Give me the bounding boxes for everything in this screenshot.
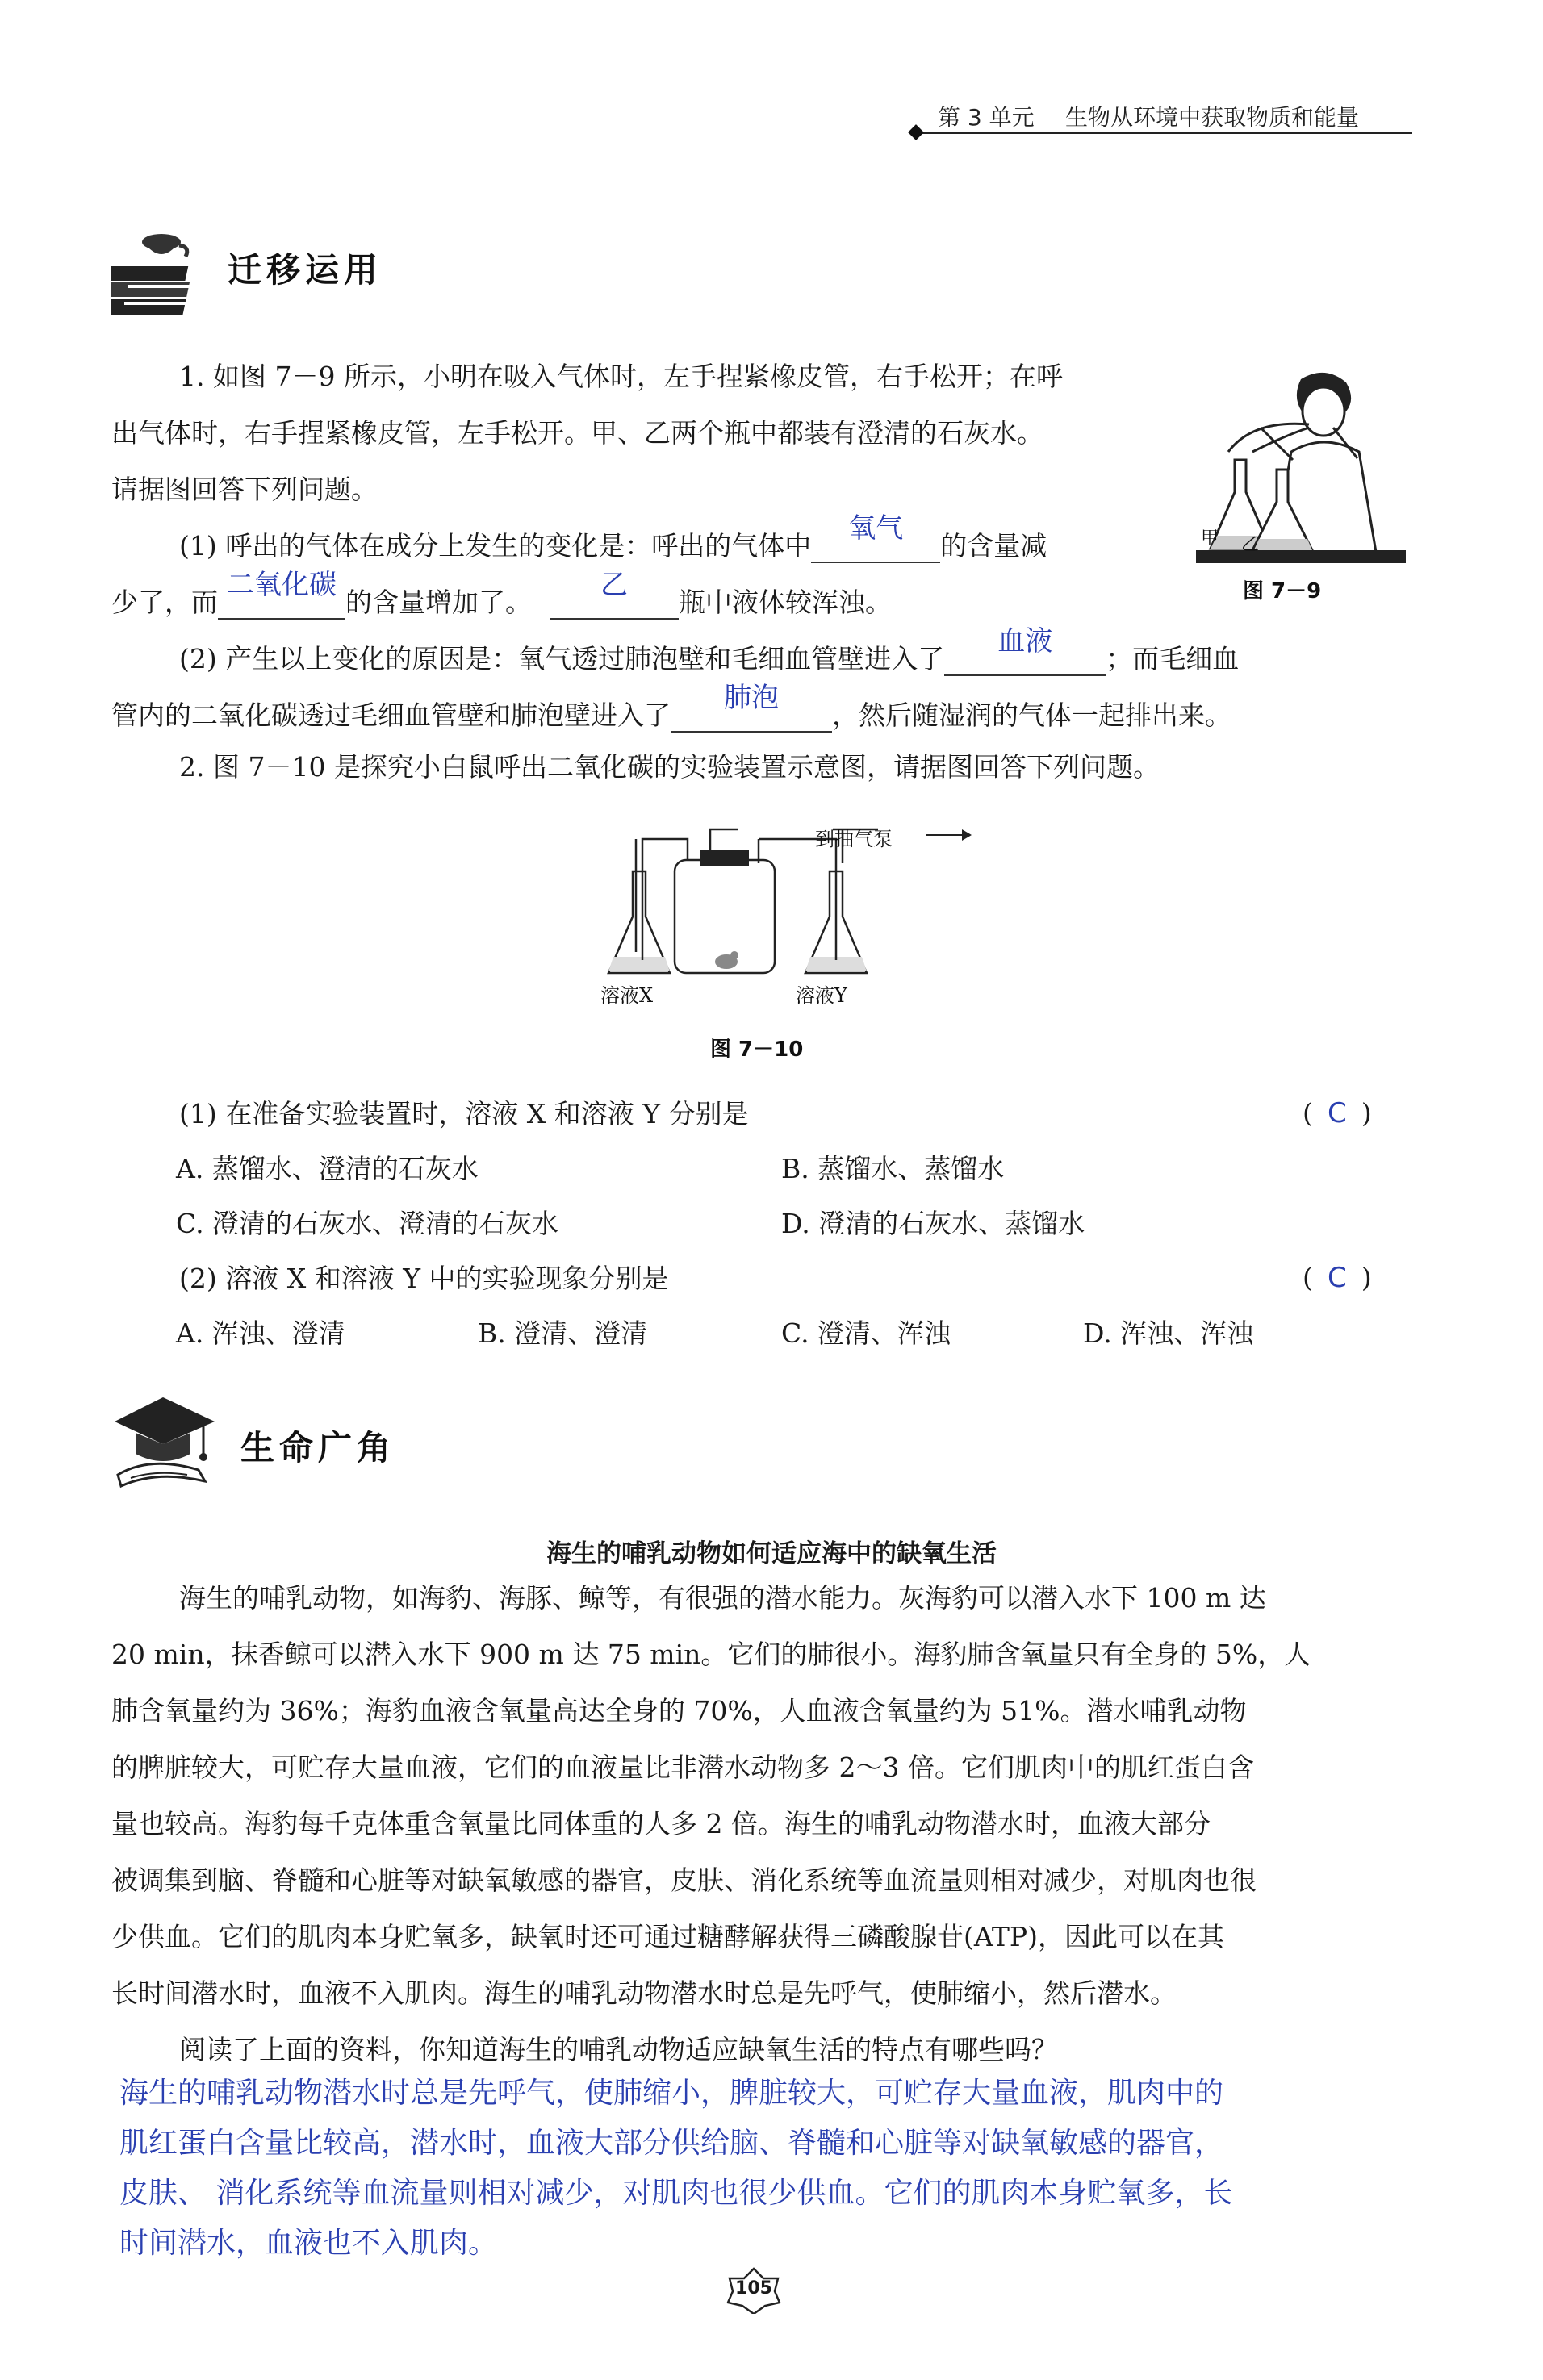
q2-sub1-option-b: B. 蒸馏水、蒸馏水 [781,1153,1005,1184]
figure-label-jia: 甲 [1201,528,1219,549]
graduation-cap-icon [107,1386,220,1491]
q1-part2-line1 [179,625,1240,676]
q1-part2-line2 [111,682,1231,733]
q2-sub2-bracket: ( C ) [1303,1262,1372,1294]
q1-answer-4: 血液 [997,625,1053,658]
header-diamond-icon [908,124,924,140]
q1-blank-3 [550,569,679,620]
q1-part1-text-b: 的含量减 [940,530,1047,562]
article-line-8: 长时间潜水时，血液不入肌肉。海生的哺乳动物潜水时总是先呼气，使肺缩小，然后潜水。 [111,1977,1177,2009]
q1-part1-text-c: 少了，而 [111,587,218,618]
article-line-1: 海生的哺乳动物，如海豹、海豚、鲸等，有很强的潜水能力。灰海豹可以潜入水下 100 m 达 [179,1582,1266,1614]
section-title-transfer: 迁移运用 [228,250,383,290]
article-line-6: 被调集到脑、脊髓和心脏等对缺氧敏感的器官，皮肤、消化系统等血流量则相对减少，对肌肉也很 [111,1864,1257,1896]
figure-7-9-boy-breathing [1196,363,1406,565]
article-title-wrap [0,1533,1543,1569]
q1-answer-3: 乙 [600,569,628,601]
q1-line2: 出气体时，右手捏紧橡皮管，左手松开。甲、乙两个瓶中都装有澄清的石灰水。 [111,417,1043,449]
figure-pump-label: 到抽气泵 [815,828,893,850]
q1-blank-1 [811,512,940,563]
q1-answer-2: 二氧化碳 [227,569,337,601]
q2-sub2-option-a: A. 浑浊、澄清 [176,1317,345,1349]
figure-7-9-caption: 图 7－9 [1243,579,1322,603]
q1-part1-line1 [179,512,1047,563]
article-line-2: 20 min，抹香鲸可以潜入水下 900 m 达 75 min。它们的肺很小。海豹肺含氧量只有全身的 5%，人 [111,1639,1311,1670]
figure-label-yi: 乙 [1241,535,1260,555]
q2-sub2-answer: C [1328,1262,1347,1294]
article-question: 阅读了上面的资料，你知道海生的哺乳动物适应缺氧生活的特点有哪些吗？ [179,2034,1058,2065]
q1-line1: 1. 如图 7－9 所示，小明在吸入气体时，左手捏紧橡皮管，右手松开；在呼 [179,361,1063,392]
handwritten-answer-line-4: 时间潜水，血液也不入肌肉。 [119,2227,498,2260]
q1-part2-text-a: (2) 产生以上变化的原因是：氧气透过肺泡壁和毛细血管壁进入了 [179,643,945,674]
books-teacup-icon [111,218,208,323]
q2-sub2: (2) 溶液 X 和溶液 Y 中的实验现象分别是 [179,1263,669,1294]
q2-sub2-option-d: D. 浑浊、浑浊 [1083,1317,1254,1349]
handwritten-answer-line-1: 海生的哺乳动物潜水时总是先呼气，使肺缩小，脾脏较大，可贮存大量血液，肌肉中的 [119,2077,1224,2110]
q2-intro: 2. 图 7－10 是探究小白鼠呼出二氧化碳的实验装置示意图，请据图回答下列问题。 [179,751,1160,783]
q1-part1-text-a: (1) 呼出的气体在成分上发生的变化是：呼出的气体中 [179,530,812,562]
q1-answer-5: 肺泡 [724,682,779,714]
q2-sub1-option-d: D. 澄清的石灰水、蒸馏水 [781,1208,1085,1239]
page-number-badge [726,2267,781,2314]
unit-title: 生物从环境中获取物质和能量 [1065,104,1360,131]
q2-sub1-option-a: A. 蒸馏水、澄清的石灰水 [176,1153,479,1184]
article-line-4: 的脾脏较大，可贮存大量血液，它们的血液量比非潜水动物多 2～3 倍。它们肌肉中的肌红蛋白含 [111,1752,1254,1783]
handwritten-answer-line-2: 肌红蛋白含量比较高，潜水时，血液大部分供给脑、脊髓和心脏等对缺氧敏感的器官， [119,2127,1224,2160]
header-rule [920,132,1412,134]
q2-sub1: (1) 在准备实验装置时，溶液 X 和溶液 Y 分别是 [179,1098,749,1129]
article-title: 海生的哺乳动物如何适应海中的缺氧生活 [546,1539,997,1568]
q1-blank-2 [218,569,345,620]
arrow-head-icon [962,829,972,841]
section-title-life: 生命广角 [240,1428,396,1468]
q2-sub1-bracket: ( C ) [1303,1097,1372,1129]
q2-sub2-option-c: C. 澄清、浑浊 [781,1317,951,1349]
q1-part1-text-d: 的含量增加了。 [345,587,532,618]
article-line-3: 肺含氧量约为 36%；海豹血液含氧量高达全身的 70%，人血液含氧量约为 51%。潜水哺乳动物 [111,1695,1247,1727]
q2-sub1-answer: C [1328,1097,1347,1129]
q1-line3: 请据图回答下列问题。 [111,474,378,505]
q1-blank-4 [944,625,1106,676]
article-line-7: 少供血。它们的肌肉本身贮氧多，缺氧时还可通过糖酵解获得三磷酸腺苷(ATP)，因此可以在其 [111,1921,1224,1952]
q2-sub1-option-c: C. 澄清的石灰水、澄清的石灰水 [176,1208,559,1239]
q1-blank-5 [671,682,832,733]
q1-part1-text-e: 瓶中液体较浑浊。 [679,587,892,618]
figure-solution-x-label: 溶液X [600,984,654,1007]
q1-part2-text-d: ，然后随湿润的气体一起排出来。 [832,699,1231,731]
page-number: 105 [735,2278,772,2299]
q1-part2-text-c: 管内的二氧化碳透过毛细血管壁和肺泡壁进入了 [111,699,671,731]
figure-solution-y-label: 溶液Y [796,984,847,1007]
q1-answer-1: 氧气 [848,512,904,545]
article-line-5: 量也较高。海豹每千克体重含氧量比同体重的人多 2 倍。海生的哺乳动物潜水时，血液大部分 [111,1808,1211,1839]
figure-7-10-caption: 图 7－10 [710,1038,804,1062]
handwritten-answer-line-3: 皮肤、 消化系统等血流量则相对减少，对肌肉也很少供血。它们的肌肉本身贮氧多，长 [119,2177,1233,2210]
q1-part2-text-b: ；而毛细血 [1106,643,1240,674]
unit-label: 第 3 单元 [938,104,1035,131]
q2-sub2-option-b: B. 澄清、澄清 [478,1317,648,1349]
q1-part1-line2 [111,569,892,620]
